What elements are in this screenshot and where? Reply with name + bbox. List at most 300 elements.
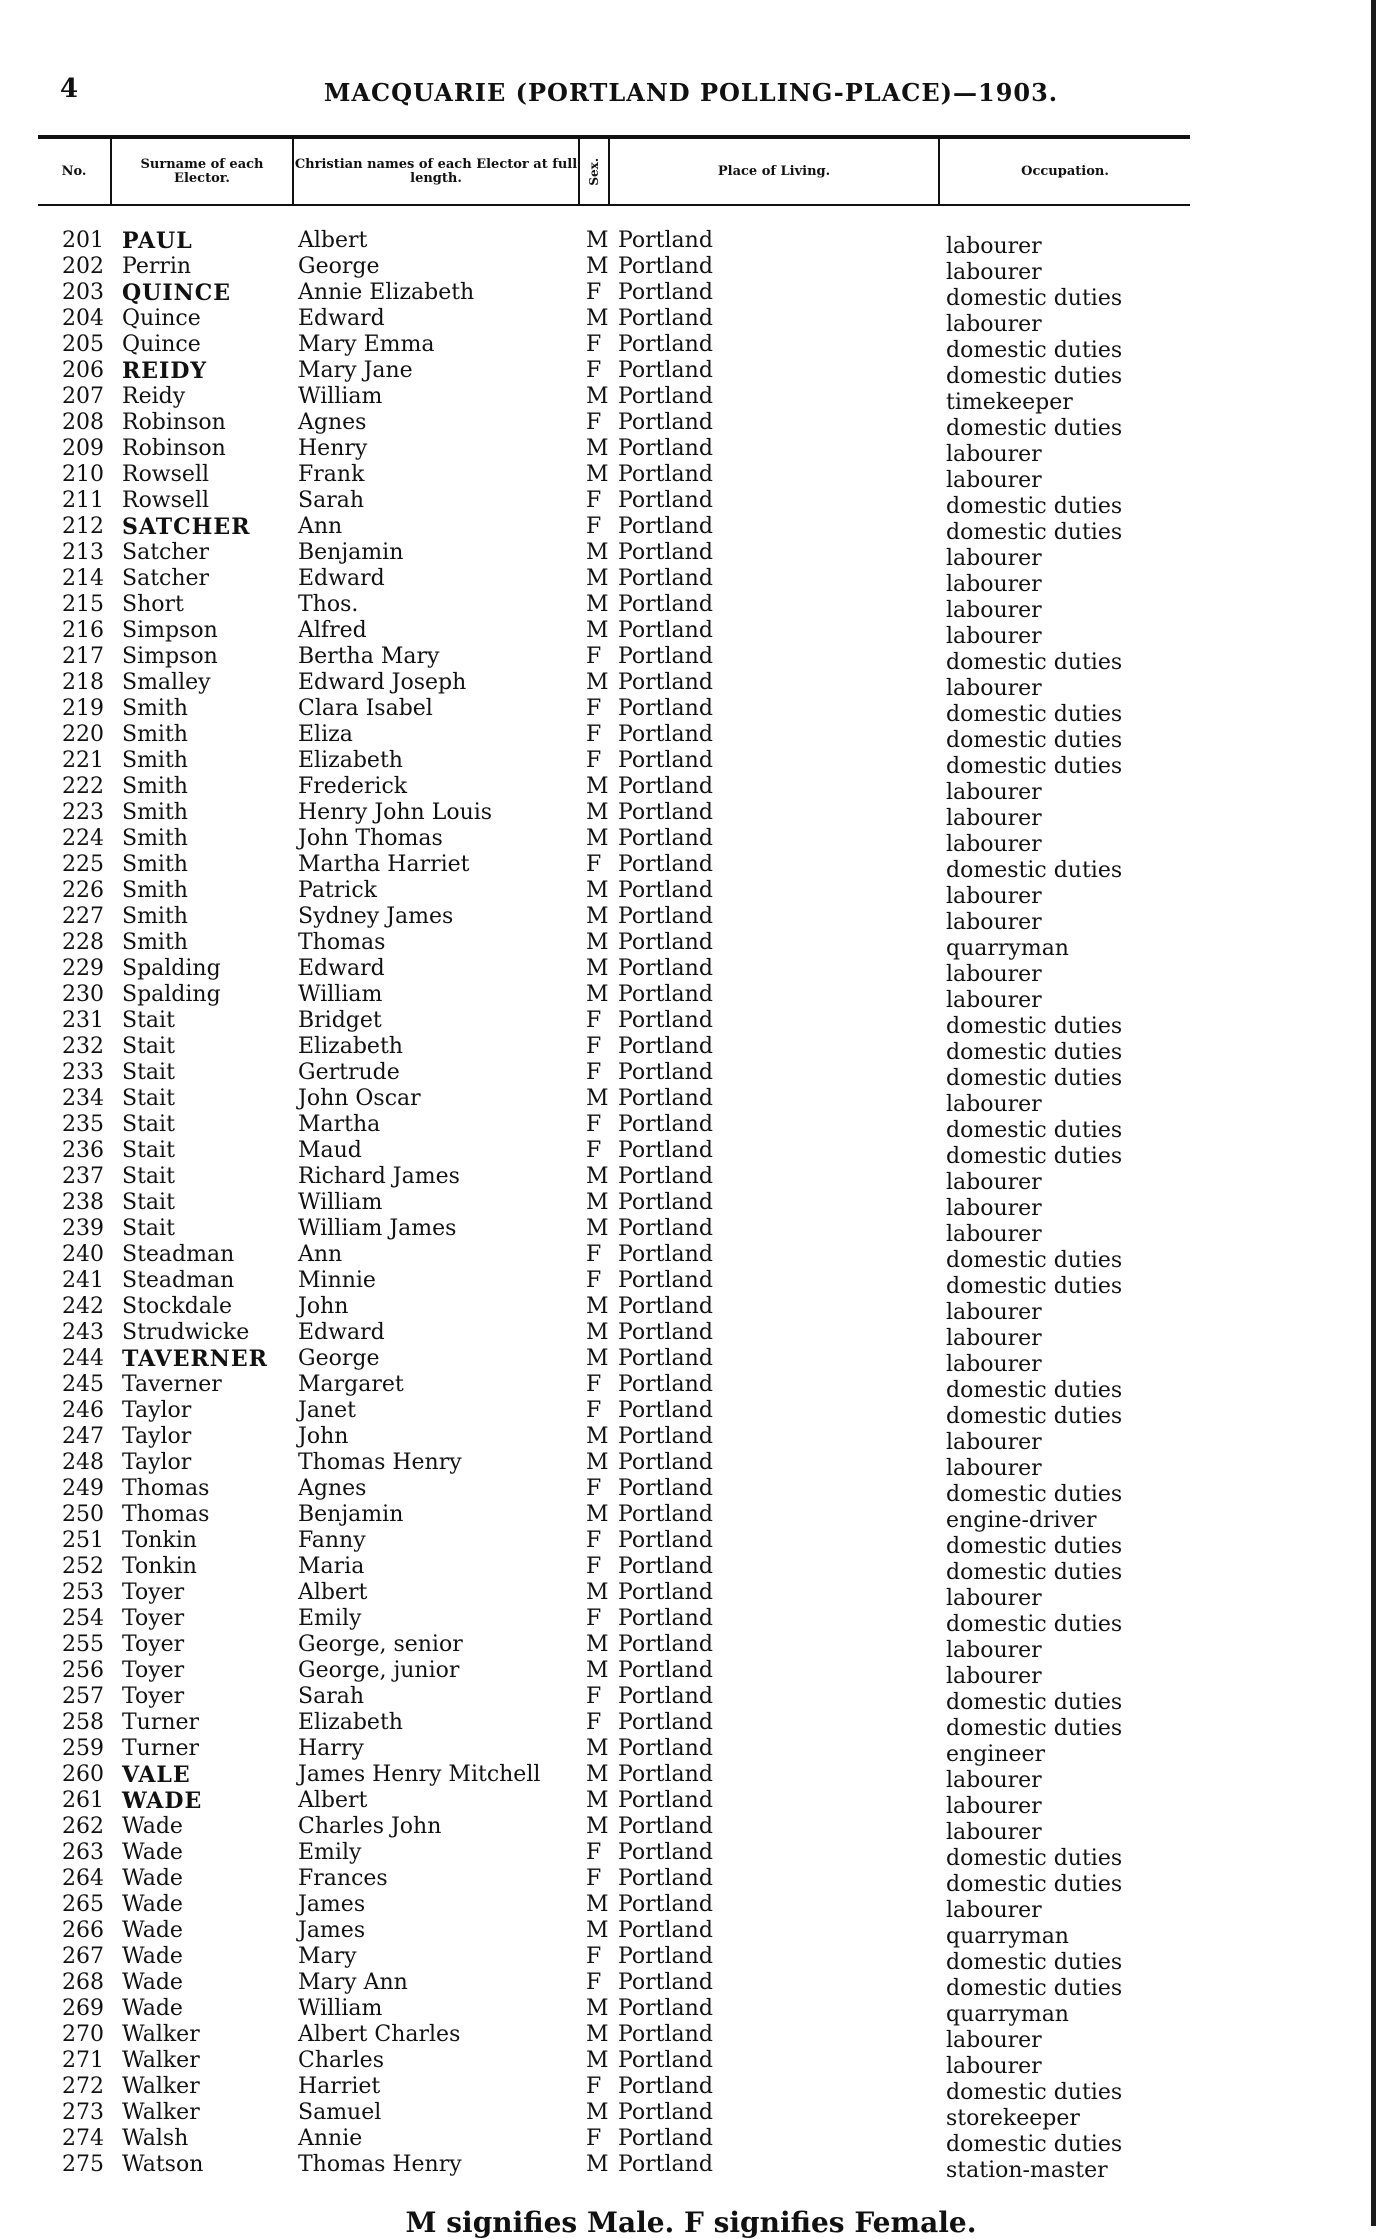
elector-number: 217 [62,644,104,669]
elector-place: Portland [618,280,713,305]
elector-christian-names: James [298,1918,366,1943]
elector-surname: Wade [122,1944,183,1969]
elector-occupation: domestic duties [946,1976,1123,2001]
elector-place: Portland [618,592,713,617]
elector-occupation: domestic duties [946,650,1123,675]
elector-christian-names: Elizabeth [298,1034,403,1059]
elector-sex: M [586,826,609,851]
elector-surname: Taylor [122,1450,192,1475]
elector-occupation: labourer [946,1638,1042,1663]
elector-surname: Tonkin [122,1528,197,1553]
elector-christian-names: William [298,1190,383,1215]
elector-occupation: engineer [946,1742,1046,1767]
table-row [0,2022,1382,2053]
elector-number: 266 [62,1918,104,1943]
elector-place: Portland [618,1840,713,1865]
elector-place: Portland [618,644,713,669]
table-row [0,410,1382,441]
elector-surname: Stait [122,1112,175,1137]
elector-place: Portland [618,1294,713,1319]
elector-surname: Wade [122,1996,183,2021]
elector-occupation: labourer [946,832,1042,857]
elector-number: 222 [62,774,104,799]
elector-surname: Toyer [122,1606,185,1631]
elector-surname: Turner [122,1710,200,1735]
table-row [0,1268,1382,1299]
elector-number: 264 [62,1866,104,1891]
elector-surname: Smith [122,826,188,851]
elector-sex: M [586,1762,609,1787]
table-row [0,1502,1382,1533]
elector-occupation: labourer [946,1300,1042,1325]
elector-occupation: domestic duties [946,1404,1123,1429]
elector-christian-names: Mary Ann [298,1970,408,1995]
elector-number: 206 [62,358,104,383]
elector-place: Portland [618,1970,713,1995]
elector-christian-names: Albert Charles [298,2022,461,2047]
elector-number: 205 [62,332,104,357]
elector-occupation: labourer [946,1092,1042,1117]
elector-christian-names: Elizabeth [298,748,403,773]
header-sex: Sex. [587,157,601,186]
elector-sex: F [586,1866,602,1891]
elector-surname: Toyer [122,1632,185,1657]
elector-occupation: domestic duties [946,858,1123,883]
elector-sex: M [586,1190,609,1215]
table-row [0,280,1382,311]
elector-christian-names: Bridget [298,1008,382,1033]
elector-sex: F [586,1554,602,1579]
elector-surname: Rowsell [122,462,210,487]
elector-christian-names: John Thomas [298,826,443,851]
elector-number: 244 [62,1346,104,1371]
elector-place: Portland [618,1502,713,1527]
elector-sex: F [586,1970,602,1995]
elector-place: Portland [618,384,713,409]
table-row [0,1788,1382,1819]
elector-occupation: domestic duties [946,286,1123,311]
elector-number: 251 [62,1528,104,1553]
footer-note: M signifies Male. F signifies Female. [405,2206,977,2239]
elector-christian-names: Martha [298,1112,381,1137]
elector-occupation: labourer [946,1794,1042,1819]
elector-number: 253 [62,1580,104,1605]
elector-number: 232 [62,1034,104,1059]
elector-number: 265 [62,1892,104,1917]
elector-sex: M [586,1502,609,1527]
elector-place: Portland [618,1866,713,1891]
elector-surname: Walker [122,2022,200,2047]
table-row [0,696,1382,727]
elector-christian-names: Thomas [298,930,386,955]
elector-occupation: labourer [946,1430,1042,1455]
elector-number: 215 [62,592,104,617]
elector-number: 227 [62,904,104,929]
elector-sex: M [586,1996,609,2021]
table-row [0,2048,1382,2079]
elector-surname: Robinson [122,410,226,435]
page-title: MACQUARIE (PORTLAND POLLING-PLACE)—1903. [323,78,1059,107]
elector-occupation: domestic duties [946,1690,1123,1715]
elector-number: 249 [62,1476,104,1501]
elector-place: Portland [618,1008,713,1033]
header-christian-names: Christian names of each Elector at full length. [294,139,580,204]
elector-occupation: labourer [946,1170,1042,1195]
table-row [0,852,1382,883]
elector-occupation: labourer [946,442,1042,467]
elector-surname: Stait [122,1034,175,1059]
elector-occupation: labourer [946,1326,1042,1351]
elector-surname: Quince [122,332,201,357]
elector-occupation: labourer [946,234,1042,259]
table-row [0,2126,1382,2157]
elector-surname: Smalley [122,670,211,695]
elector-place: Portland [618,1216,713,1241]
elector-surname: Smith [122,722,188,747]
elector-sex: F [586,1606,602,1631]
elector-number: 272 [62,2074,104,2099]
table-row [0,644,1382,675]
elector-place: Portland [618,1944,713,1969]
elector-occupation: labourer [946,2054,1042,2079]
elector-number: 275 [62,2152,104,2177]
elector-number: 216 [62,618,104,643]
elector-sex: M [586,904,609,929]
elector-place: Portland [618,748,713,773]
elector-surname: Stait [122,1138,175,1163]
elector-occupation: domestic duties [946,364,1123,389]
elector-surname: Robinson [122,436,226,461]
elector-occupation: domestic duties [946,1144,1123,1169]
elector-list [0,228,1382,2183]
elector-christian-names: Thomas Henry [298,1450,462,1475]
elector-place: Portland [618,332,713,357]
elector-surname: Wade [122,1814,183,1839]
elector-place: Portland [618,2100,713,2125]
elector-sex: M [586,566,609,591]
elector-surname: Wade [122,1892,183,1917]
elector-sex: M [586,1788,609,1813]
table-row [0,774,1382,805]
elector-place: Portland [618,800,713,825]
table-row [0,1398,1382,1429]
elector-occupation: labourer [946,1352,1042,1377]
header-occupation: Occupation. [1021,163,1109,179]
elector-surname: Thomas [122,1476,210,1501]
elector-sex: M [586,462,609,487]
elector-surname: Stockdale [122,1294,233,1319]
table-row [0,1216,1382,1247]
elector-place: Portland [618,826,713,851]
elector-occupation: labourer [946,598,1042,623]
table-row [0,254,1382,285]
elector-occupation: domestic duties [946,1274,1123,1299]
elector-number: 207 [62,384,104,409]
elector-occupation: labourer [946,806,1042,831]
elector-surname: Satcher [122,540,210,565]
elector-place: Portland [618,1762,713,1787]
elector-christian-names: Janet [298,1398,356,1423]
elector-sex: M [586,228,609,253]
elector-occupation: labourer [946,260,1042,285]
elector-place: Portland [618,618,713,643]
elector-place: Portland [618,852,713,877]
elector-number: 261 [62,1788,104,1813]
elector-number: 223 [62,800,104,825]
elector-occupation: engine-driver [946,1508,1097,1533]
elector-surname: Short [122,592,184,617]
elector-occupation: labourer [946,676,1042,701]
table-row [0,826,1382,857]
elector-surname: Stait [122,1008,175,1033]
elector-occupation: labourer [946,1664,1042,1689]
elector-surname: Taylor [122,1424,192,1449]
elector-christian-names: Edward [298,306,385,331]
elector-place: Portland [618,1918,713,1943]
elector-occupation: labourer [946,1196,1042,1221]
elector-occupation: domestic duties [946,728,1123,753]
elector-surname: Tonkin [122,1554,197,1579]
elector-place: Portland [618,1060,713,1085]
table-row [0,540,1382,571]
elector-occupation: labourer [946,546,1042,571]
elector-number: 221 [62,748,104,773]
elector-christian-names: Sydney James [298,904,454,929]
elector-number: 208 [62,410,104,435]
elector-occupation: labourer [946,1820,1042,1845]
elector-place: Portland [618,774,713,799]
table-row [0,1242,1382,1273]
elector-number: 270 [62,2022,104,2047]
elector-place: Portland [618,1372,713,1397]
elector-surname: Wade [122,1970,183,1995]
table-row [0,982,1382,1013]
table-row [0,1710,1382,1741]
elector-sex: M [586,306,609,331]
elector-place: Portland [618,1320,713,1345]
elector-sex: F [586,1476,602,1501]
elector-number: 234 [62,1086,104,1111]
table-row [0,1138,1382,1169]
elector-number: 214 [62,566,104,591]
table-row [0,2074,1382,2105]
elector-sex: F [586,1398,602,1423]
elector-christian-names: Mary Jane [298,358,413,383]
table-row [0,1346,1382,1377]
elector-occupation: labourer [946,910,1042,935]
elector-surname: WADE [122,1788,203,1814]
table-row [0,1892,1382,1923]
elector-sex: M [586,930,609,955]
table-row [0,332,1382,363]
elector-sex: F [586,488,602,513]
elector-place: Portland [618,1086,713,1111]
elector-number: 246 [62,1398,104,1423]
elector-place: Portland [618,1684,713,1709]
header-place: Place of Living. [610,139,940,204]
elector-christian-names: Patrick [298,878,377,903]
elector-sex: M [586,592,609,617]
elector-christian-names: John [298,1424,349,1449]
elector-place: Portland [618,930,713,955]
elector-surname: Stait [122,1216,175,1241]
table-row [0,1320,1382,1351]
elector-surname: Perrin [122,254,192,279]
elector-christian-names: Gertrude [298,1060,400,1085]
elector-sex: M [586,2100,609,2125]
elector-sex: F [586,644,602,669]
elector-sex: F [586,1008,602,1033]
elector-christian-names: Ann [298,1242,343,1267]
elector-place: Portland [618,670,713,695]
elector-christian-names: Frank [298,462,365,487]
elector-occupation: timekeeper [946,390,1073,415]
elector-christian-names: Richard James [298,1164,460,1189]
elector-sex: F [586,2126,602,2151]
elector-surname: Smith [122,904,188,929]
elector-sex: M [586,254,609,279]
elector-place: Portland [618,2022,713,2047]
elector-sex: M [586,1424,609,1449]
elector-place: Portland [618,410,713,435]
elector-place: Portland [618,982,713,1007]
elector-number: 210 [62,462,104,487]
elector-christian-names: Emily [298,1606,362,1631]
elector-surname: Strudwicke [122,1320,250,1345]
elector-surname: Steadman [122,1268,235,1293]
elector-number: 209 [62,436,104,461]
elector-number: 271 [62,2048,104,2073]
elector-christian-names: Clara Isabel [298,696,433,721]
elector-number: 267 [62,1944,104,1969]
elector-surname: VALE [122,1762,191,1788]
table-row [0,436,1382,467]
elector-christian-names: Annie [298,2126,363,2151]
elector-christian-names: Thomas Henry [298,2152,462,2177]
elector-christian-names: Ann [298,514,343,539]
elector-place: Portland [618,1138,713,1163]
elector-christian-names: Sarah [298,1684,364,1709]
elector-occupation: domestic duties [946,494,1123,519]
elector-christian-names: Edward Joseph [298,670,467,695]
elector-sex: F [586,748,602,773]
elector-number: 262 [62,1814,104,1839]
table-row [0,1840,1382,1871]
table-row [0,1086,1382,1117]
elector-number: 235 [62,1112,104,1137]
elector-surname: Stait [122,1086,175,1111]
elector-surname: Rowsell [122,488,210,513]
elector-sex: M [586,800,609,825]
elector-surname: Toyer [122,1580,185,1605]
elector-place: Portland [618,904,713,929]
elector-sex: M [586,540,609,565]
elector-occupation: labourer [946,2028,1042,2053]
elector-number: 239 [62,1216,104,1241]
elector-place: Portland [618,228,713,253]
elector-christian-names: Alfred [298,618,367,643]
elector-christian-names: Frederick [298,774,408,799]
page-number: 4 [60,74,79,104]
elector-occupation: labourer [946,884,1042,909]
table-row [0,800,1382,831]
elector-christian-names: Agnes [298,410,367,435]
elector-occupation: domestic duties [946,520,1123,545]
elector-christian-names: William [298,1996,383,2021]
elector-surname: Toyer [122,1684,185,1709]
elector-christian-names: Harry [298,1736,364,1761]
elector-surname: Walsh [122,2126,189,2151]
elector-christian-names: John Oscar [298,1086,421,1111]
table-row [0,722,1382,753]
elector-surname: Simpson [122,618,218,643]
elector-occupation: domestic duties [946,1040,1123,1065]
table-row [0,1996,1382,2027]
elector-number: 211 [62,488,104,513]
elector-surname: Smith [122,878,188,903]
elector-surname: Watson [122,2152,204,2177]
header-sex-cell [580,139,610,204]
elector-place: Portland [618,1398,713,1423]
elector-sex: M [586,1164,609,1189]
elector-christian-names: Mary [298,1944,357,1969]
elector-occupation: labourer [946,572,1042,597]
elector-sex: M [586,384,609,409]
elector-occupation: domestic duties [946,416,1123,441]
elector-surname: Smith [122,800,188,825]
table-row [0,748,1382,779]
elector-occupation: labourer [946,1768,1042,1793]
elector-surname: Smith [122,696,188,721]
elector-sex: M [586,1320,609,1345]
elector-occupation: domestic duties [946,1950,1123,1975]
table-row [0,618,1382,649]
elector-surname: Steadman [122,1242,235,1267]
elector-surname: Satcher [122,566,210,591]
elector-surname: Smith [122,852,188,877]
elector-number: 230 [62,982,104,1007]
elector-place: Portland [618,1528,713,1553]
elector-christian-names: Mary Emma [298,332,435,357]
elector-occupation: domestic duties [946,1248,1123,1273]
elector-occupation: labourer [946,1456,1042,1481]
elector-number: 224 [62,826,104,851]
table-row [0,2100,1382,2131]
elector-number: 252 [62,1554,104,1579]
elector-place: Portland [618,358,713,383]
elector-place: Portland [618,1554,713,1579]
table-row [0,462,1382,493]
elector-number: 263 [62,1840,104,1865]
table-row [0,1528,1382,1559]
elector-place: Portland [618,2074,713,2099]
elector-christian-names: Edward [298,566,385,591]
elector-sex: M [586,436,609,461]
elector-number: 255 [62,1632,104,1657]
elector-number: 257 [62,1684,104,1709]
elector-number: 219 [62,696,104,721]
elector-christian-names: Henry John Louis [298,800,493,825]
elector-number: 256 [62,1658,104,1683]
elector-surname: Wade [122,1840,183,1865]
elector-surname: Walker [122,2074,200,2099]
elector-sex: M [586,956,609,981]
table-row [0,592,1382,623]
elector-number: 243 [62,1320,104,1345]
elector-place: Portland [618,1658,713,1683]
elector-surname: Taverner [122,1372,222,1397]
elector-occupation: labourer [946,962,1042,987]
